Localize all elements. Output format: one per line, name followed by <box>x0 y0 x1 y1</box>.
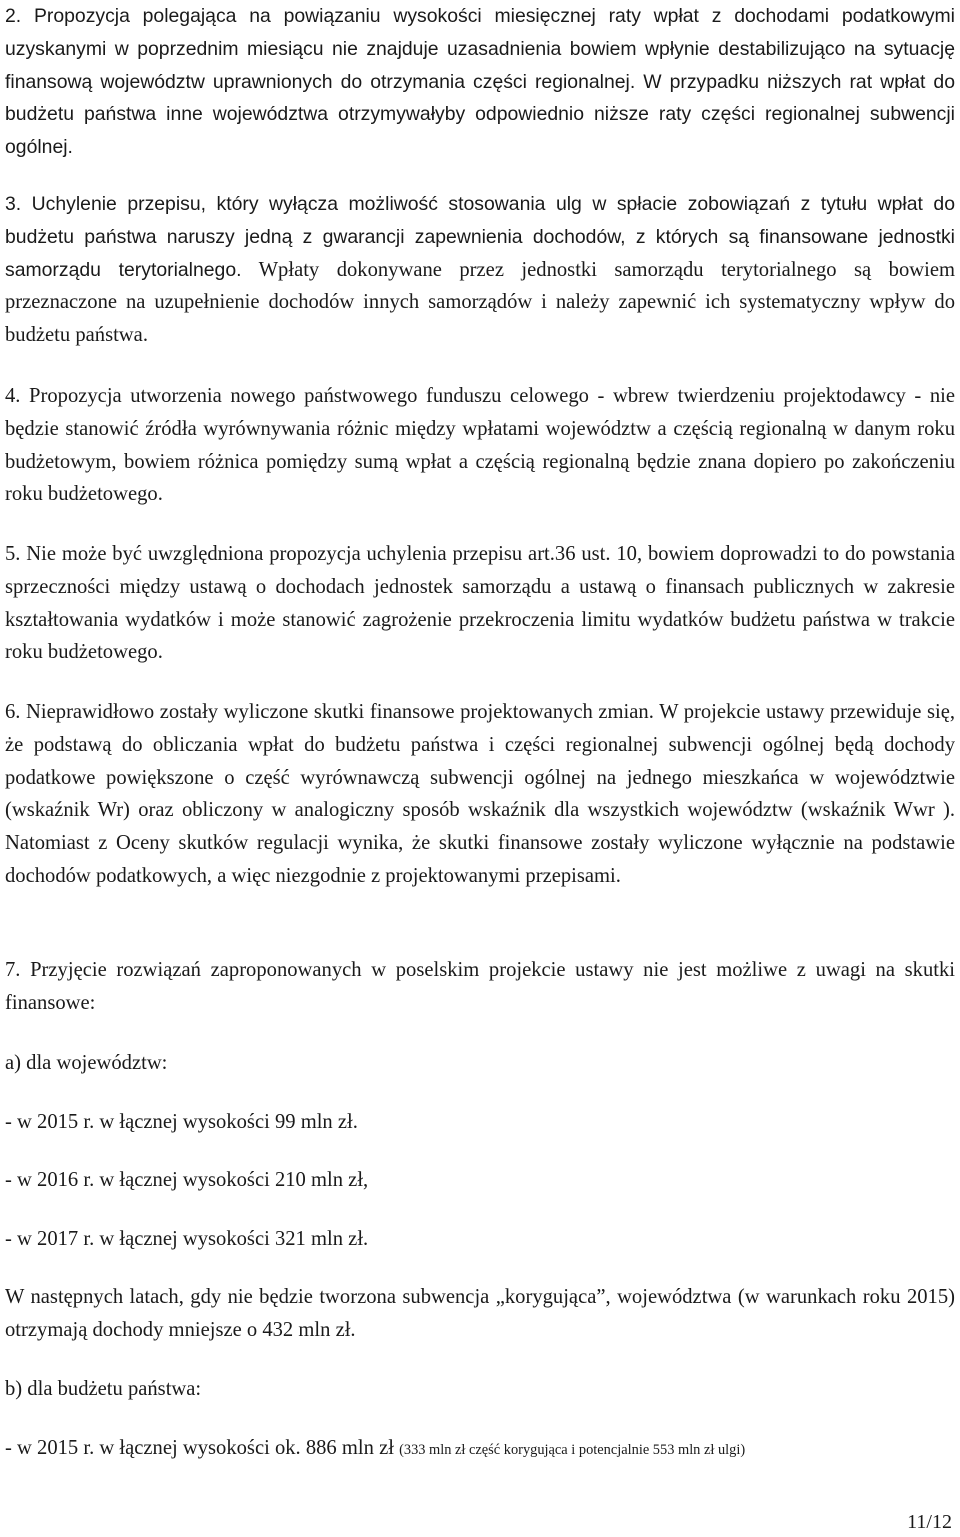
list-b-heading: b) dla budżetu państwa: <box>5 1378 202 1400</box>
list-a-heading: a) dla województw: <box>5 1052 168 1074</box>
paragraph-3 <box>5 188 955 352</box>
paragraph-6: 6. Nieprawidłowo zostały wyliczone skutki finansowe projektowanych zmian. W projekcie ustawy przewiduje się, że podstawą do obliczania wpłat do budżetu państwa i części regionalnej subwencji ogólnej będą dochody podatkowe powiększone o część wyrównawczą subwencji ogólnej na jednego mieszkańca w województwie (wskaźnik Wr) oraz obliczony w analogiczny sposób wskaźnik dla wszystkich województw (wskaźnik Wwr ). Natomiast z Oceny skutków regulacji wynika, że skutki finansowe zostały wyliczone wyłącznie na podstawie dochodów podatkowych, a więc niezgodnie z projektowanymi przepisami. <box>5 701 955 887</box>
paragraph-3-part-a: 3. Uchylenie przepisu, który wyłącza możliwość stosowania ulg w spłacie zobowiązań z tytułu wpłat do budżetu państwa naruszy jedną z gwarancji zapewnienia dochodów, z których są finansowane jednostki samorządu terytorialnego. <box>5 193 955 281</box>
list-a-item-2016: - w 2016 r. w łącznej wysokości 210 mln zł, <box>5 1169 369 1191</box>
list-a-item-2017: - w 2017 r. w łącznej wysokości 321 mln zł. <box>5 1228 369 1250</box>
list-b-item-2015 <box>5 1433 745 1465</box>
list-a-item-2015: - w 2015 r. w łącznej wysokości 99 mln zł. <box>5 1111 358 1133</box>
paragraph-2: 2. Propozycja polegająca na powiązaniu wysokości miesięcznej raty wpłat z dochodami podatkowymi uzyskanymi w poprzednim miesiącu nie znajduje uzasadnienia bowiem wpłynie destabilizująco na sytuację finansową województw uprawnionych do otrzymania części regionalnej. W przypadku niższych rat wpłat do budżetu państwa inne województwa otrzymywałyby odpowiednio niższe raty części regionalnej subwencji ogólnej. <box>5 5 955 159</box>
paragraph-3-part-b: Wpłaty dokonywane przez jednostki samorządu terytorialnego są bowiem przeznaczone na uzupełnienie dochodów innych samorządów i należy zapewnić ich systematyczny wpływ do budżetu państwa. <box>5 258 956 347</box>
page-number: 11/12 <box>907 1511 952 1533</box>
list-b-item-note: (333 mln zł część korygująca i potencjalnie 553 mln zł ulgi) <box>399 1442 746 1458</box>
paragraph-7: 7. Przyjęcie rozwiązań zaproponowanych w poselskim projekcie ustawy nie jest możliwe z uwagi na skutki finansowe: <box>5 959 955 1014</box>
paragraph-4: 4. Propozycja utworzenia nowego państwowego funduszu celowego - wbrew twierdzeniu projektodawcy - nie będzie stanowić źródła wyrównywania różnic między wpłatami województw a częścią regionalną w danym roku budżetowym, bowiem różnica pomiędzy sumą wpłat a częścią regionalną będzie znana dopiero po zakończeniu roku budżetowego. <box>5 385 955 506</box>
paragraph-next-years: W następnych latach, gdy nie będzie tworzona subwencja „korygująca”, województwa (w warunkach roku 2015) otrzymają dochody mniejsze o 432 mln zł. <box>5 1286 955 1341</box>
paragraph-5: 5. Nie może być uwzględniona propozycja uchylenia przepisu art.36 ust. 10, bowiem doprowadzi to do powstania sprzeczności między ustawą o dochodach jednostek samorządu a ustawą o finansach publicznych w zakresie kształtowania wydatków i może stanowić zagrożenie przekroczenia limitu wydatków budżetu państwa w trakcie roku budżetowego. <box>5 543 955 664</box>
list-b-item-main: - w 2015 r. w łącznej wysokości ok. 886 mln zł <box>5 1437 400 1459</box>
